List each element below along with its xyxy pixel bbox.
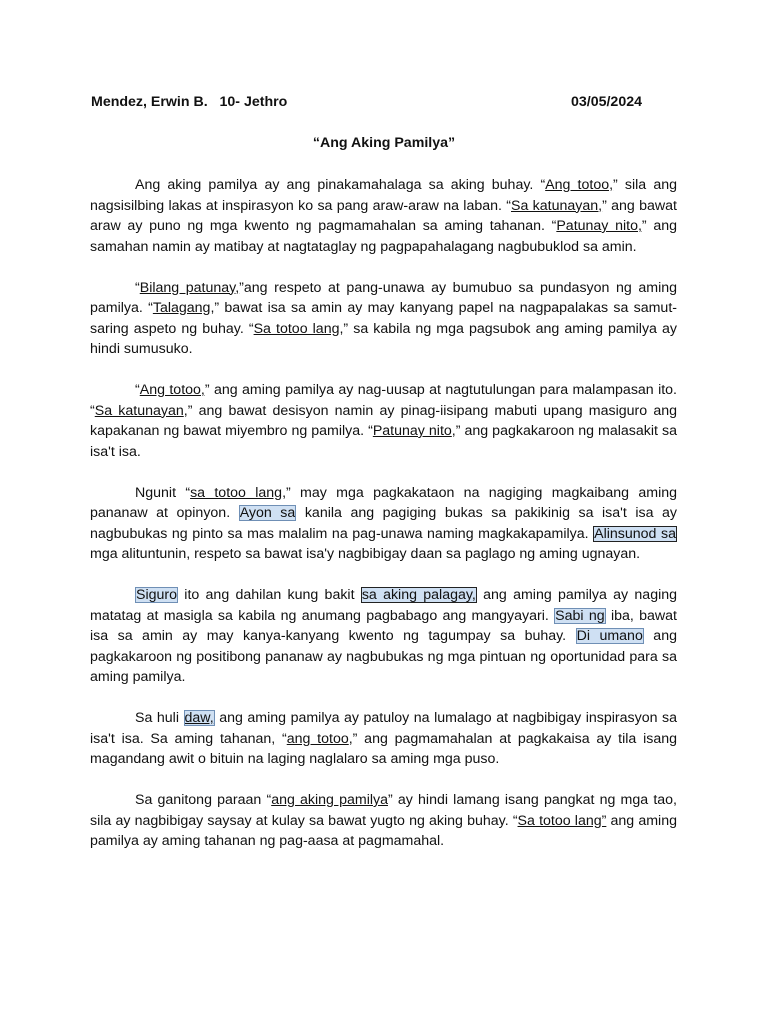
essay-paragraph xyxy=(90,175,677,257)
text-run: kanila ang pagiging bukas sa pakikinig sa isa't isa ay nagbubukas ng pinto sa mas malalim na pag-unawa naming magkakapamilya. xyxy=(90,505,677,542)
highlighted-phrase: Alinsunod sa xyxy=(594,525,676,542)
text-run: ” ang bawat araw ay puno ng mga kwento ng pagmamahalan sa aming tahanan. “ xyxy=(90,197,677,234)
underlined-phrase: Ang totoo, xyxy=(545,177,614,193)
highlighted-phrase: Sabi ng xyxy=(555,607,605,624)
text-run: “ xyxy=(135,279,140,296)
student-name: Mendez, Erwin B. xyxy=(91,94,208,110)
highlighted-phrase: Siguro xyxy=(136,587,178,603)
text-run: ” may mga pagkakataon na nagiging magkaibang aming pananaw at opinyon. xyxy=(90,484,677,521)
underlined-phrase: sa totoo lang, xyxy=(190,484,287,501)
highlighted-phrase: Di umano xyxy=(576,628,643,644)
essay-paragraph xyxy=(90,380,677,462)
text-run: mga alituntunin, respeto sa bawat isa'y nagbibigay daan sa paglago ng aming ugnayan. xyxy=(90,546,641,562)
text-run: ang aming pamilya ay patuloy na lumalago at nagbibigay inspirasyon sa isa't isa. Sa aming tahanan, “ xyxy=(90,710,677,747)
text-run: ito ang dahilan kung bakit xyxy=(178,587,361,603)
essay-paragraph xyxy=(90,585,677,688)
text-run: ,” sa kabila ng mga pagsubok ang aming pamilya ay hindi sumusuko. xyxy=(90,320,677,357)
text-run: Sa huli xyxy=(135,710,184,726)
underlined-phrase: Sa totoo lang” xyxy=(517,812,607,829)
essay-paragraph xyxy=(90,483,677,565)
highlighted-phrase: daw, xyxy=(184,710,214,726)
underlined-phrase: Ang totoo, xyxy=(139,382,205,398)
text-run: ” ang aming pamilya ay nag-uusap at nagtutulungan para malampasan ito. “ xyxy=(90,382,678,419)
highlighted-phrase: sa aking palagay, xyxy=(361,587,476,603)
text-run: ” ay hindi lamang isang pangkat ng mga tao, sila ay nagbibigay saysay at kulay sa bawat yugto ng aking buhay. “ xyxy=(90,792,677,829)
underlined-phrase: Talagang xyxy=(152,300,211,316)
essay-paragraph xyxy=(90,278,677,360)
student-section: 10- Jethro xyxy=(219,94,288,110)
essay-paragraph xyxy=(90,708,677,770)
text-run: ang pagkakaroon ng positibong pananaw ay nagbubukas ng mga pintuan ng oportunidad para sa aming pamilya. xyxy=(90,628,677,685)
underlined-phrase: ang aking pamilya xyxy=(271,792,388,808)
text-run: “ xyxy=(135,382,140,398)
underlined-phrase: Sa totoo lang xyxy=(253,320,340,337)
text-run: ” sila ang nagsisilbing lakas at inspirasyon ko sa pang araw-araw na laban. “ xyxy=(90,177,677,214)
text-run: ”ang respeto at pang-unawa ay bumubuo sa pundasyon ng aming pamilya. “ xyxy=(90,279,677,316)
text-run: ang aming pamilya ay aming tahanan ng pag-aasa at pagmamahal. xyxy=(90,812,677,849)
text-run: ang aming pamilya ay naging matatag at masigla sa kabila ng anumang pagbabago ang mangyayari. xyxy=(90,587,678,624)
document-header xyxy=(91,93,642,111)
text-run: ,” ang pagkakaroon ng malasakit sa isa't isa. xyxy=(90,423,677,460)
text-run: ,” bawat isa sa amin ay may kanyang papel na nagpapalakas sa samut-saring aspeto ng buhay. “ xyxy=(90,300,677,337)
underlined-phrase: Sa katunayan xyxy=(94,402,184,419)
text-run: ,” ang bawat desisyon namin ay pinag-iisipang mabuti upang masiguro ang kapakanan ng bawat miyembro ng pamilya. “ xyxy=(90,402,677,439)
essay-body xyxy=(90,175,677,872)
document-date: 03/05/2024 xyxy=(570,94,642,110)
text-run: iba, bawat isa sa amin ay may kanya-kanyang kwento ng tagumpay sa buhay. xyxy=(90,607,677,644)
text-run: Sa ganitong paraan “ xyxy=(135,792,272,808)
essay-title: “Ang Aking Pamilya” xyxy=(312,135,456,151)
text-run: ,” ang pagmamahalan at pagkakaisa ay tila isang magandang awit o bituin na laging naglalaro sa aming mga puso. xyxy=(90,730,677,767)
text-run: Ngunit “ xyxy=(135,484,191,501)
underlined-phrase: ang totoo xyxy=(286,730,349,747)
underlined-phrase: Patunay nito xyxy=(372,423,452,439)
highlighted-phrase: Ayon sa xyxy=(239,505,296,521)
underlined-phrase: Bilang patunay, xyxy=(139,279,240,296)
underlined-phrase: Sa katunayan, xyxy=(511,197,603,214)
underlined-phrase: Patunay nito, xyxy=(556,218,642,234)
text-run: ” ang samahan namin ay matibay at nagtataglay ng pagpapahalagang nagbubuklod sa amin. xyxy=(90,218,677,255)
student-info xyxy=(91,93,287,111)
essay-paragraph xyxy=(90,790,677,852)
text-run: Ang aking pamilya ay ang pinakamahalaga sa aking buhay. “ xyxy=(135,177,546,193)
